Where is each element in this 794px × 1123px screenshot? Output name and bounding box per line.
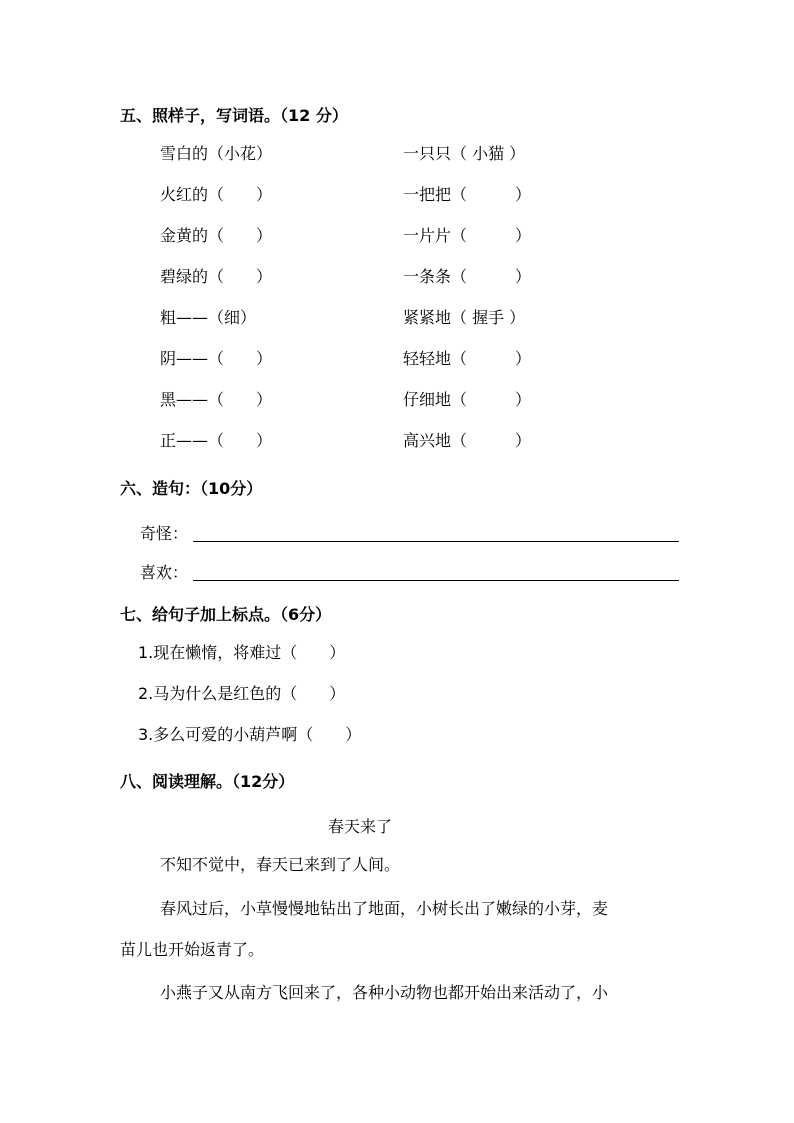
- word-item: 阴——（ ）: [160, 349, 273, 368]
- section-6-title: 六、造句：（10分）: [120, 479, 263, 498]
- word-item: 碧绿的（ ）: [160, 267, 273, 286]
- word-item: 雪白的（小花）: [160, 144, 273, 163]
- word-item: 火红的（ ）: [160, 185, 273, 204]
- answer-line[interactable]: [193, 580, 679, 581]
- passage-paragraph: 不知不觉中，春天已来到了人间。: [160, 855, 401, 874]
- word-item: 紧紧地（ 握手 ）: [403, 308, 526, 327]
- word-item: 一条条（ ）: [403, 267, 532, 286]
- passage-paragraph: 苗儿也开始返青了。: [120, 940, 265, 959]
- punctuation-item: 2.马为什么是红色的（ ）: [138, 684, 346, 703]
- word-item: 仔细地（ ）: [403, 390, 532, 409]
- sentence-prompt: 奇怪：: [140, 524, 189, 543]
- punctuation-item: 3.多么可爱的小葫芦啊（ ）: [138, 725, 362, 744]
- sentence-prompt: 喜欢：: [140, 563, 189, 582]
- word-item: 高兴地（ ）: [403, 431, 532, 450]
- punctuation-item: 1.现在懒惰，将难过（ ）: [138, 643, 346, 662]
- word-item: 一只只（ 小猫 ）: [403, 144, 526, 163]
- section-7-title: 七、给句子加上标点。（6分）: [120, 605, 332, 624]
- word-item: 粗——（细）: [160, 308, 257, 327]
- passage-paragraph: 小燕子又从南方飞回来了，各种小动物也都开始出来活动了，小: [160, 983, 609, 1002]
- passage-paragraph: 春风过后，小草慢慢地钻出了地面，小树长出了嫩绿的小芽，麦: [160, 899, 609, 918]
- word-item: 黑——（ ）: [160, 390, 273, 409]
- word-item: 一片片（ ）: [403, 226, 532, 245]
- word-item: 正——（ ）: [160, 431, 273, 450]
- passage-title: 春天来了: [328, 817, 393, 836]
- word-item: 轻轻地（ ）: [403, 349, 532, 368]
- section-8-title: 八、阅读理解。（12分）: [120, 772, 295, 791]
- section-5-title: 五、照样子，写词语。（12 分）: [120, 106, 348, 125]
- word-item: 一把把（ ）: [403, 185, 532, 204]
- word-item: 金黄的（ ）: [160, 226, 273, 245]
- answer-line[interactable]: [193, 541, 679, 542]
